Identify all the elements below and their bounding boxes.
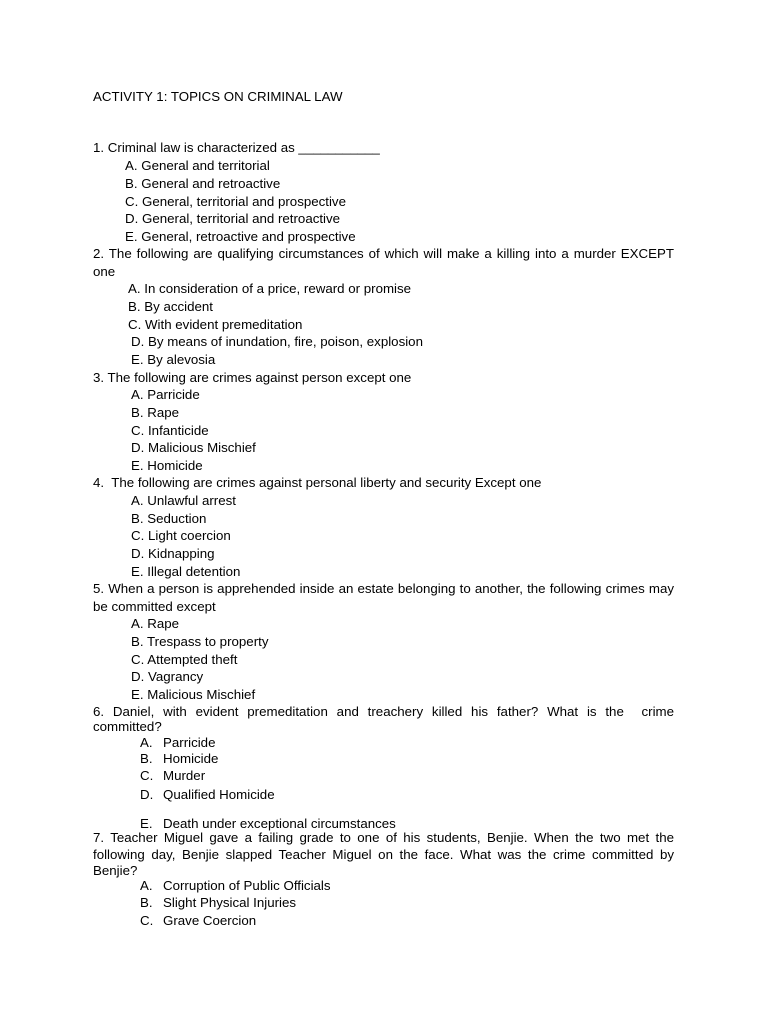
option: A. General and territorial: [125, 158, 270, 173]
option-letter: C.: [140, 913, 154, 928]
option: A. In consideration of a price, reward or promise: [128, 281, 412, 296]
option: A. Parricide: [131, 387, 200, 402]
option: A. Unlawful arrest: [131, 493, 236, 508]
option: B. Rape: [131, 405, 180, 420]
question-7: [93, 830, 674, 880]
option: D. General, territorial and retroactive: [125, 211, 341, 226]
option: D. Malicious Mischief: [131, 440, 256, 455]
option: D. Vagrancy: [131, 669, 204, 684]
option-text: Corruption of Public Officials: [163, 878, 331, 893]
option-text: Murder: [163, 768, 206, 783]
option-letter: B.: [140, 751, 153, 766]
question-text: 2. The following are qualifying circumstances of which will make a killing into a murder EXCEPT one: [93, 246, 674, 279]
option: E. By alevosia: [131, 352, 216, 367]
option-letter: A.: [140, 878, 153, 893]
option: B. Seduction: [131, 511, 207, 526]
option-letter: A.: [140, 735, 153, 750]
option-text: Qualified Homicide: [163, 787, 275, 802]
option: C. Light coercion: [131, 528, 231, 543]
question-4: [93, 474, 674, 492]
option: A. Rape: [131, 616, 180, 631]
option-text: Homicide: [163, 751, 219, 766]
question-text: 5. When a person is apprehended inside an estate belonging to another, the following crimes may be committed except: [93, 581, 674, 614]
question-2: [93, 245, 674, 281]
option: E. Homicide: [131, 458, 203, 473]
option-text: Grave Coercion: [163, 913, 257, 928]
option: E. Malicious Mischief: [131, 687, 256, 702]
question-text: 4. The following are crimes against personal liberty and security Except one: [93, 475, 542, 490]
option: D. By means of inundation, fire, poison, explosion: [131, 334, 423, 349]
option-letter: B.: [140, 895, 153, 910]
option: C. Attempted theft: [131, 652, 238, 667]
option: E. Illegal detention: [131, 564, 241, 579]
option-text: Death under exceptional circumstances: [163, 816, 396, 831]
option-letter: C.: [140, 768, 154, 783]
option: C. Infanticide: [131, 423, 209, 438]
question-text: 3. The following are crimes against person except one: [93, 370, 412, 385]
question-6: [93, 704, 678, 734]
option: C. General, territorial and prospective: [125, 194, 346, 209]
option-text: Parricide: [163, 735, 216, 750]
option: C. With evident premeditation: [128, 317, 303, 332]
option: E. General, retroactive and prospective: [125, 229, 356, 244]
question-text: 1. Criminal law is characterized as ___________: [93, 140, 380, 155]
option: B. General and retroactive: [125, 176, 281, 191]
page-title: ACTIVITY 1: TOPICS ON CRIMINAL LAW: [93, 89, 343, 104]
option: D. Kidnapping: [131, 546, 215, 561]
option-letter: D.: [140, 787, 154, 802]
option: B. By accident: [128, 299, 213, 314]
question-text: 7. Teacher Miguel gave a failing grade to one of his students, Benjie. When the two met the following day, Benjie slapped Teacher Miguel on the face. What was the crime committed by Benjie?: [93, 830, 674, 878]
question-text: 6. Daniel, with evident premeditation and treachery killed his father? What is the crime committed?: [93, 704, 678, 734]
question-5: [93, 580, 674, 616]
option-text: Slight Physical Injuries: [163, 895, 297, 910]
question-1: [93, 139, 674, 157]
option-letter: E.: [140, 816, 153, 831]
option: B. Trespass to property: [131, 634, 269, 649]
question-3: [93, 369, 674, 387]
